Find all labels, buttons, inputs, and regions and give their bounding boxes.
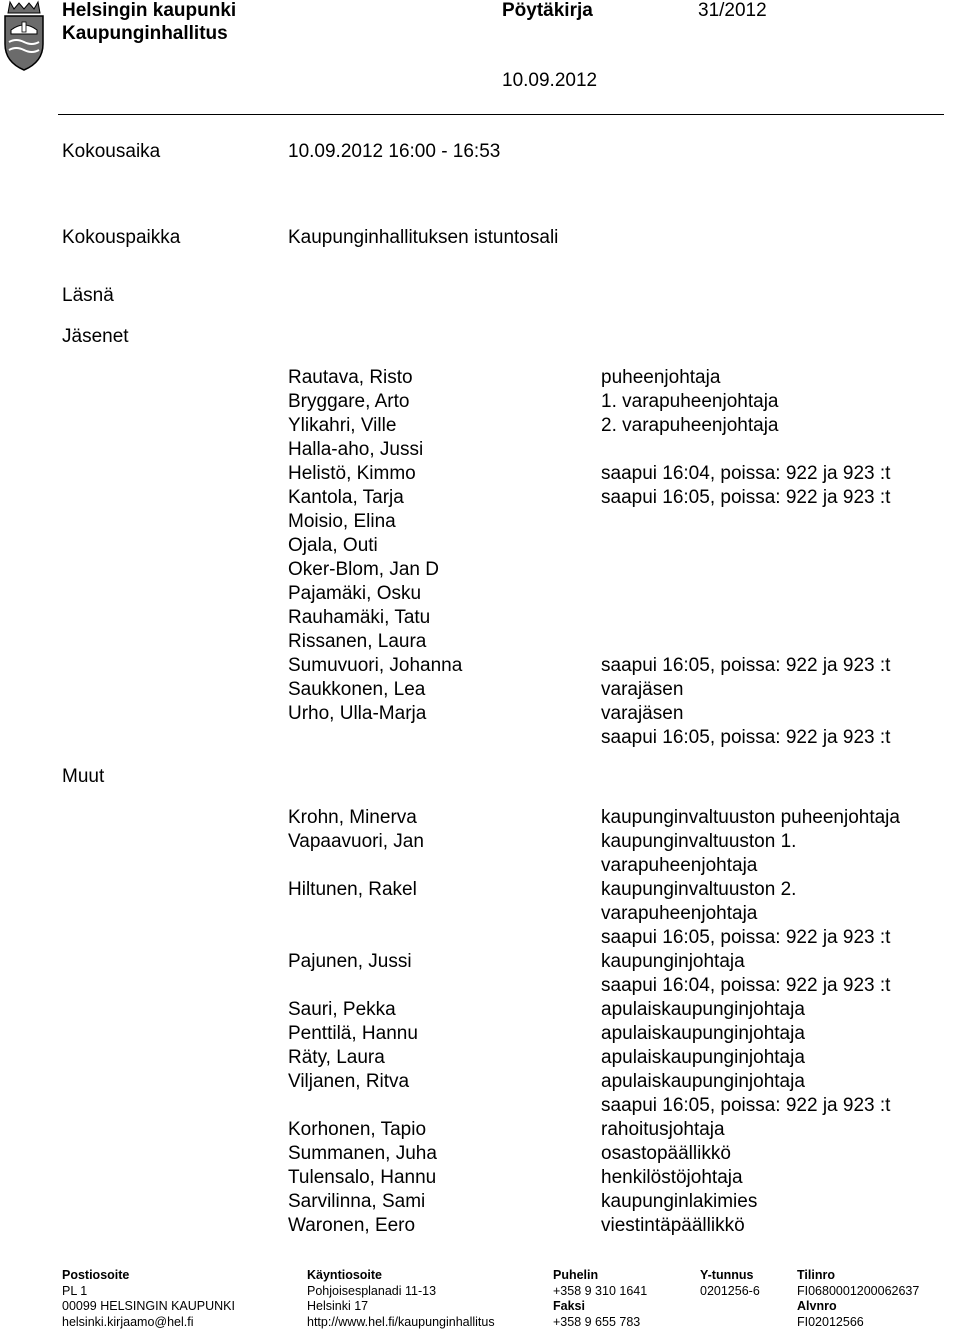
other-note: saapui 16:05, poissa: 922 ja 923 :t xyxy=(601,927,891,948)
other-name: Tulensalo, Hannu xyxy=(288,1167,437,1188)
member-note xyxy=(601,534,890,558)
member-note: 1. varapuheenjohtaja xyxy=(601,391,779,412)
footer-visit-city: Helsinki 17 xyxy=(307,1299,369,1313)
member-note xyxy=(601,510,890,534)
footer-business-id-value: 0201256-6 xyxy=(700,1283,760,1298)
others-notes xyxy=(601,806,900,1238)
member-note: varajäsen xyxy=(601,703,684,724)
other-name: Sarvilinna, Sami xyxy=(288,1191,426,1212)
others-label: Muut xyxy=(62,766,105,787)
other-note: apulaiskaupunginjohtaja xyxy=(601,1023,805,1044)
doc-date: 10.09.2012 xyxy=(502,70,598,91)
other-name: Räty, Laura xyxy=(288,1047,385,1068)
other-note: varapuheenjohtaja xyxy=(601,855,758,876)
other-note: kaupunginvaltuuston 1. xyxy=(601,831,797,852)
other-note: saapui 16:04, poissa: 922 ja 923 :t xyxy=(601,975,891,996)
footer-email[interactable]: helsinki.kirjaamo@hel.fi xyxy=(62,1314,194,1329)
doc-type: Pöytäkirja xyxy=(502,0,593,21)
other-note: henkilöstöjohtaja xyxy=(601,1167,743,1188)
other-note: kaupunginlakimies xyxy=(601,1191,758,1212)
member-note: saapui 16:05, poissa: 922 ja 923 :t xyxy=(601,655,891,676)
footer-business-id xyxy=(700,1268,760,1299)
doc-number: 31/2012 xyxy=(698,0,767,21)
footer-account xyxy=(797,1268,919,1330)
member-name: Halla-aho, Jussi xyxy=(288,439,424,460)
member-name: Rautava, Risto xyxy=(288,367,413,388)
member-name: Rauhamäki, Tatu xyxy=(288,607,431,628)
member-name: Bryggare, Arto xyxy=(288,391,410,412)
meeting-place-value: Kaupunginhallituksen istuntosali xyxy=(288,227,559,248)
member-name: Sumuvuori, Johanna xyxy=(288,655,463,676)
meeting-time-value: 10.09.2012 16:00 - 16:53 xyxy=(288,141,501,162)
other-note: kaupunginvaltuuston 2. xyxy=(601,879,797,900)
footer-fax-label: Faksi xyxy=(553,1299,585,1313)
members-names xyxy=(288,366,462,750)
footer-postal-city: 00099 HELSINGIN KAUPUNKI xyxy=(62,1299,235,1313)
footer-phone-number: +358 9 310 1641 xyxy=(553,1283,648,1298)
other-note: apulaiskaupunginjohtaja xyxy=(601,999,805,1020)
other-note: apulaiskaupunginjohtaja xyxy=(601,1071,805,1092)
footer-fax-number: +358 9 655 783 xyxy=(553,1314,641,1329)
other-name: Korhonen, Tapio xyxy=(288,1119,427,1140)
footer-visit-label: Käyntiosoite xyxy=(307,1268,383,1282)
member-note: saapui 16:05, poissa: 922 ja 923 :t xyxy=(601,487,891,508)
footer-postal xyxy=(62,1268,235,1330)
footer-vat-label: Alvnro xyxy=(797,1299,837,1313)
other-name: Sauri, Pekka xyxy=(288,999,396,1020)
footer-account-label: Tilinro xyxy=(797,1268,835,1282)
other-name xyxy=(288,854,437,878)
other-note: kaupunginvaltuuston puheenjohtaja xyxy=(601,807,900,828)
member-name: Ylikahri, Ville xyxy=(288,415,397,436)
footer-business-id-label: Y-tunnus xyxy=(700,1268,754,1282)
other-name: Penttilä, Hannu xyxy=(288,1023,418,1044)
meeting-time-label: Kokousaika xyxy=(62,141,161,162)
members-label: Jäsenet xyxy=(62,326,129,347)
present-label: Läsnä xyxy=(62,285,114,306)
member-note: puheenjohtaja xyxy=(601,367,721,388)
body-name: Kaupunginhallitus xyxy=(62,23,228,44)
member-name: Kantola, Tarja xyxy=(288,487,404,508)
member-note xyxy=(601,558,890,582)
member-name: Pajamäki, Osku xyxy=(288,583,422,604)
member-name xyxy=(288,726,462,750)
other-name: Viljanen, Ritva xyxy=(288,1071,410,1092)
org-name: Helsingin kaupunki xyxy=(62,0,237,21)
other-name xyxy=(288,1094,437,1118)
member-name: Moisio, Elina xyxy=(288,511,396,532)
member-name: Urho, Ulla-Marja xyxy=(288,703,427,724)
member-note: saapui 16:04, poissa: 922 ja 923 :t xyxy=(601,463,891,484)
footer-phone-label: Puhelin xyxy=(553,1268,599,1282)
member-name: Rissanen, Laura xyxy=(288,631,427,652)
other-note: varapuheenjohtaja xyxy=(601,903,758,924)
other-name: Vapaavuori, Jan xyxy=(288,831,424,852)
footer-visit xyxy=(307,1268,495,1330)
members-notes xyxy=(601,366,890,750)
footer-website-link[interactable]: http://www.hel.fi/kaupunginhallitus xyxy=(307,1314,495,1329)
member-name: Oker-Blom, Jan D xyxy=(288,559,439,580)
helsinki-crest-logo xyxy=(2,0,46,72)
other-name: Pajunen, Jussi xyxy=(288,951,412,972)
other-name: Hiltunen, Rakel xyxy=(288,879,417,900)
others-names xyxy=(288,806,437,1238)
other-name: Waronen, Eero xyxy=(288,1215,416,1236)
footer-visit-street: Pohjoisesplanadi 11-13 xyxy=(307,1283,437,1298)
member-note xyxy=(601,582,890,606)
other-name xyxy=(288,902,437,926)
footer-phone xyxy=(553,1268,647,1330)
other-note: osastopäällikkö xyxy=(601,1143,731,1164)
other-name: Summanen, Juha xyxy=(288,1143,437,1164)
member-note xyxy=(601,606,890,630)
other-note: rahoitusjohtaja xyxy=(601,1119,725,1140)
other-note: apulaiskaupunginjohtaja xyxy=(601,1047,805,1068)
member-note: 2. varapuheenjohtaja xyxy=(601,415,779,436)
other-name xyxy=(288,974,437,998)
member-name: Saukkonen, Lea xyxy=(288,679,426,700)
member-name: Ojala, Outi xyxy=(288,535,378,556)
other-note: saapui 16:05, poissa: 922 ja 923 :t xyxy=(601,1095,891,1116)
member-note: varajäsen xyxy=(601,679,684,700)
member-note: saapui 16:05, poissa: 922 ja 923 :t xyxy=(601,727,891,748)
other-name xyxy=(288,926,437,950)
other-note: viestintäpäällikkö xyxy=(601,1215,745,1236)
other-note: kaupunginjohtaja xyxy=(601,951,745,972)
other-name: Krohn, Minerva xyxy=(288,807,417,828)
header-divider xyxy=(58,114,944,115)
member-note xyxy=(601,438,890,462)
footer-account-value: FI0680001200062637 xyxy=(797,1283,920,1298)
member-note xyxy=(601,630,890,654)
footer-postal-label: Postiosoite xyxy=(62,1268,130,1282)
meeting-place-label: Kokouspaikka xyxy=(62,227,181,248)
footer-postal-box: PL 1 xyxy=(62,1283,88,1298)
member-name: Helistö, Kimmo xyxy=(288,463,416,484)
footer-vat-value: FI02012566 xyxy=(797,1314,864,1329)
